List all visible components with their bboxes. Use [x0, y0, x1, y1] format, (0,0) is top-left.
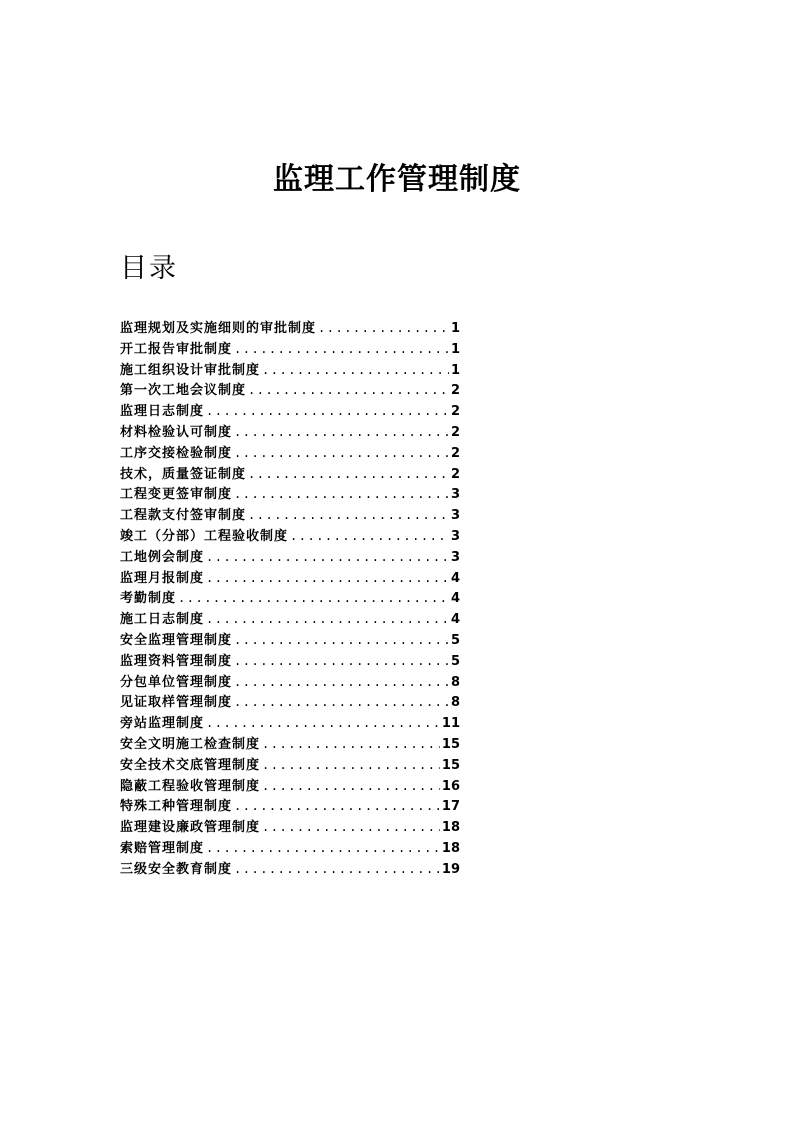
- toc-entry[interactable]: [120, 859, 460, 880]
- toc-dot-leader: [206, 713, 440, 734]
- toc-entry-page-number: 1: [450, 321, 460, 336]
- toc-dot-leader: [248, 380, 449, 401]
- toc-entry-page-number: 18: [441, 840, 460, 856]
- toc-entry-label: 工程款支付签审制度: [120, 508, 247, 524]
- toc-entry-label: 工地例会制度: [120, 549, 205, 565]
- toc-entry-page-number: 15: [441, 736, 460, 752]
- toc-entry-label: 索赔管理制度: [120, 840, 205, 856]
- toc-dot-leader: [262, 817, 440, 838]
- toc-entry-label: 材料检验认可制度: [120, 424, 233, 440]
- toc-entry[interactable]: [120, 838, 460, 859]
- toc-dot-leader: [206, 609, 449, 630]
- toc-entry[interactable]: [120, 526, 460, 547]
- toc-dot-leader: [206, 547, 449, 568]
- toc-entry[interactable]: [120, 651, 460, 672]
- toc-dot-leader: [206, 838, 440, 859]
- toc-heading: 目录: [120, 253, 178, 284]
- toc-entry-label: 安全监理管理制度: [120, 632, 233, 648]
- toc-dot-leader: [248, 464, 449, 485]
- toc-dot-leader: [234, 672, 449, 693]
- toc-entry-label: 竣工（分部）工程验收制度: [120, 528, 289, 544]
- toc-entry-label: 安全技术交底管理制度: [120, 757, 261, 773]
- toc-entry-page-number: 3: [450, 487, 460, 503]
- toc-entry-page-number: 8: [450, 695, 460, 711]
- toc-entry[interactable]: [120, 505, 460, 526]
- toc-entry[interactable]: [120, 568, 460, 589]
- toc-entry[interactable]: [120, 692, 460, 713]
- toc-entry[interactable]: [120, 609, 460, 630]
- toc-dot-leader: [262, 776, 440, 797]
- toc-entry-label: 特殊工种管理制度: [120, 799, 233, 815]
- toc-entry-page-number: 5: [450, 653, 460, 669]
- toc-entry-label: 考勤制度: [120, 591, 177, 607]
- toc-entry-page-number: 2: [450, 424, 460, 440]
- toc-entry-label: 安全文明施工检查制度: [120, 736, 261, 752]
- toc-entry[interactable]: [120, 776, 460, 797]
- toc-entry-label: 技术，质量签证制度: [120, 466, 247, 482]
- toc-entry-label: 施工日志制度: [120, 612, 205, 628]
- toc-entry[interactable]: [120, 422, 460, 443]
- toc-dot-leader: [262, 734, 440, 755]
- toc-entry[interactable]: [120, 817, 460, 838]
- toc-dot-leader: [248, 505, 449, 526]
- document-title: 监理工作管理制度: [273, 162, 521, 198]
- toc-dot-leader: [206, 568, 449, 589]
- toc-entry-label: 监理资料管理制度: [120, 653, 233, 669]
- toc-entry[interactable]: [120, 672, 460, 693]
- toc-entry-page-number: 2: [450, 383, 460, 399]
- toc-entry[interactable]: [120, 464, 460, 485]
- toc-entry-page-number: 11: [441, 716, 460, 732]
- toc-entry-label: 分包单位管理制度: [120, 674, 233, 690]
- toc-entry-page-number: 19: [441, 861, 460, 877]
- toc-entry-label: 隐蔽工程验收管理制度: [120, 778, 261, 794]
- toc-dot-leader: [234, 859, 440, 880]
- toc-entry-label: 监理建设廉政管理制度: [120, 820, 261, 836]
- toc-entry[interactable]: [120, 588, 460, 609]
- toc-entry-page-number: 2: [450, 445, 460, 461]
- toc-entry-page-number: 17: [441, 799, 460, 815]
- toc-dot-leader: [234, 692, 449, 713]
- toc-entry[interactable]: [120, 401, 460, 422]
- toc-dot-leader: [262, 755, 440, 776]
- toc-dot-leader: [206, 401, 449, 422]
- toc-dot-leader: [178, 588, 449, 609]
- toc-entry[interactable]: [120, 380, 460, 401]
- toc-entry-page-number: 4: [450, 570, 460, 586]
- toc-entry-label: 监理日志制度: [120, 404, 205, 420]
- toc-entry-label: 施工组织设计审批制度: [120, 362, 261, 378]
- toc-entry[interactable]: [120, 360, 460, 381]
- toc-entry-page-number: 2: [450, 466, 460, 482]
- toc-entry-label: 三级安全教育制度: [120, 861, 233, 877]
- toc-entry-page-number: 18: [441, 820, 460, 836]
- toc-entry-label: 监理月报制度: [120, 570, 205, 586]
- toc-dot-leader: [290, 526, 449, 547]
- toc-entry[interactable]: [120, 547, 460, 568]
- toc-entry-page-number: 3: [450, 508, 460, 524]
- toc-entry[interactable]: [120, 713, 460, 734]
- toc-entry-page-number: 16: [441, 778, 460, 794]
- toc-entry-label: 监理规划及实施细则的审批制度: [120, 321, 317, 336]
- toc-entry-page-number: 1: [450, 362, 460, 378]
- toc-entry-label: 工程变更签审制度: [120, 487, 233, 503]
- toc-entry[interactable]: [120, 734, 460, 755]
- toc-dot-leader: [262, 360, 449, 381]
- toc-dot-leader: [234, 422, 449, 443]
- toc-entry-page-number: 3: [450, 528, 460, 544]
- toc-entry-label: 第一次工地会议制度: [120, 383, 247, 399]
- toc-dot-leader: [234, 443, 449, 464]
- toc-entry-label: 见证取样管理制度: [120, 695, 233, 711]
- toc-dot-leader: [234, 484, 449, 505]
- toc-dot-leader: [234, 339, 449, 360]
- toc-entry-label: 开工报告审批制度: [120, 341, 233, 357]
- toc-entry-page-number: 5: [450, 632, 460, 648]
- toc-entry-page-number: 8: [450, 674, 460, 690]
- toc-entry-label: 工序交接检验制度: [120, 445, 233, 461]
- toc-entry-page-number: 4: [450, 591, 460, 607]
- toc-entry[interactable]: [120, 484, 460, 505]
- toc-entry[interactable]: [120, 796, 460, 817]
- toc-dot-leader: [234, 796, 440, 817]
- toc-dot-leader: [234, 651, 449, 672]
- toc-entry[interactable]: [120, 755, 460, 776]
- toc-entry-page-number: 15: [441, 757, 460, 773]
- toc-entry-label: 旁站监理制度: [120, 716, 205, 732]
- toc-entry[interactable]: [120, 630, 460, 651]
- toc-entry[interactable]: [120, 443, 460, 464]
- toc-entry[interactable]: [120, 318, 460, 339]
- toc-dot-leader: [234, 630, 449, 651]
- toc-entry-page-number: 3: [450, 549, 460, 565]
- toc-entry[interactable]: [120, 339, 460, 360]
- toc-entry-page-number: 4: [450, 612, 460, 628]
- toc-dot-leader: [318, 318, 449, 339]
- toc-entry-page-number: 2: [450, 404, 460, 420]
- toc-entry-page-number: 1: [450, 341, 460, 357]
- table-of-contents: [120, 318, 460, 880]
